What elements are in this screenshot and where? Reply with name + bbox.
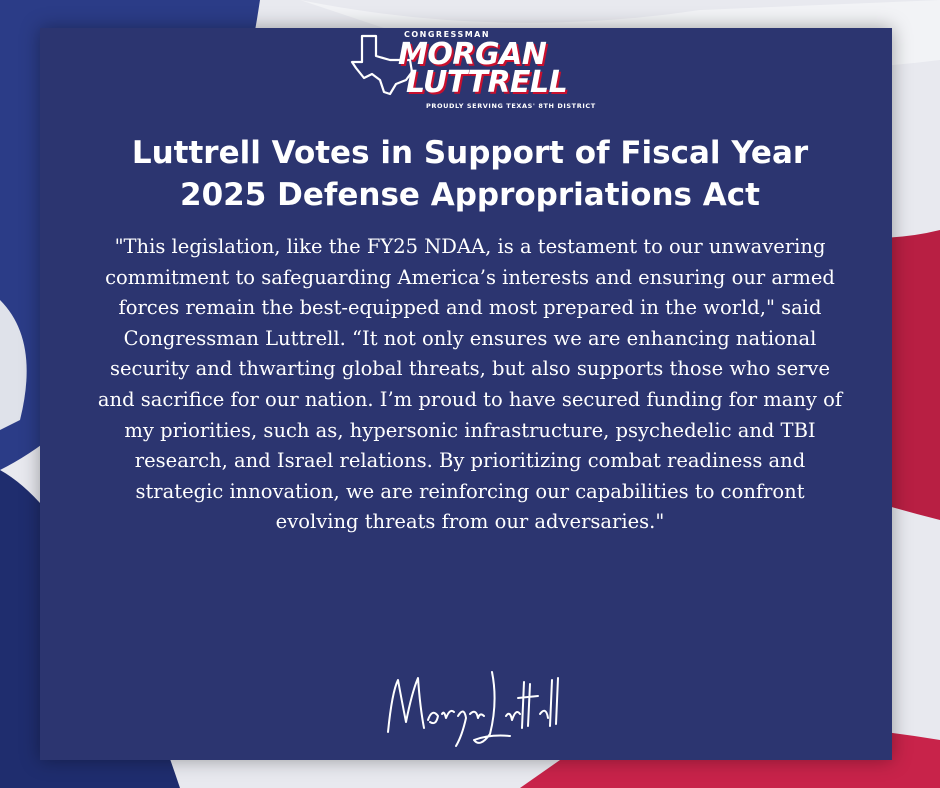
logo-tagline: PROUDLY SERVING TEXAS' 8TH DISTRICT [426, 102, 596, 110]
press-release-title [0, 132, 940, 216]
press-release-quote: "This legislation, like the FY25 NDAA, is a testament to our unwavering commitment to safeguarding America’s interests and ensuring our armed forces remain the best-equipped and most prepared in the world," said Congressman Luttrell. “It not only ensures we are enhancing national security and thwarting global threats, but also supports those who serve and sacrifice for our nation. I’m proud to have secured funding for many of my priorities, such as, hypersonic infrastructure, psychedelic and TBI research, and Israel relations. By prioritizing combat readiness and strategic innovation, we are reinforcing our capabilities to confront evolving threats from our adversaries." [97, 235, 843, 534]
congressman-logo [350, 30, 596, 110]
title-line-1: Luttrell Votes in Support of Fiscal Year [131, 135, 809, 171]
logo-title-label: CONGRESSMAN [404, 30, 491, 39]
handwritten-signature-icon [380, 662, 570, 752]
logo-first-name: MORGAN [398, 37, 547, 72]
title-line-2: 2025 Defense Appropriations Act [180, 177, 760, 213]
logo-last-name: LUTTRELL [406, 65, 568, 100]
